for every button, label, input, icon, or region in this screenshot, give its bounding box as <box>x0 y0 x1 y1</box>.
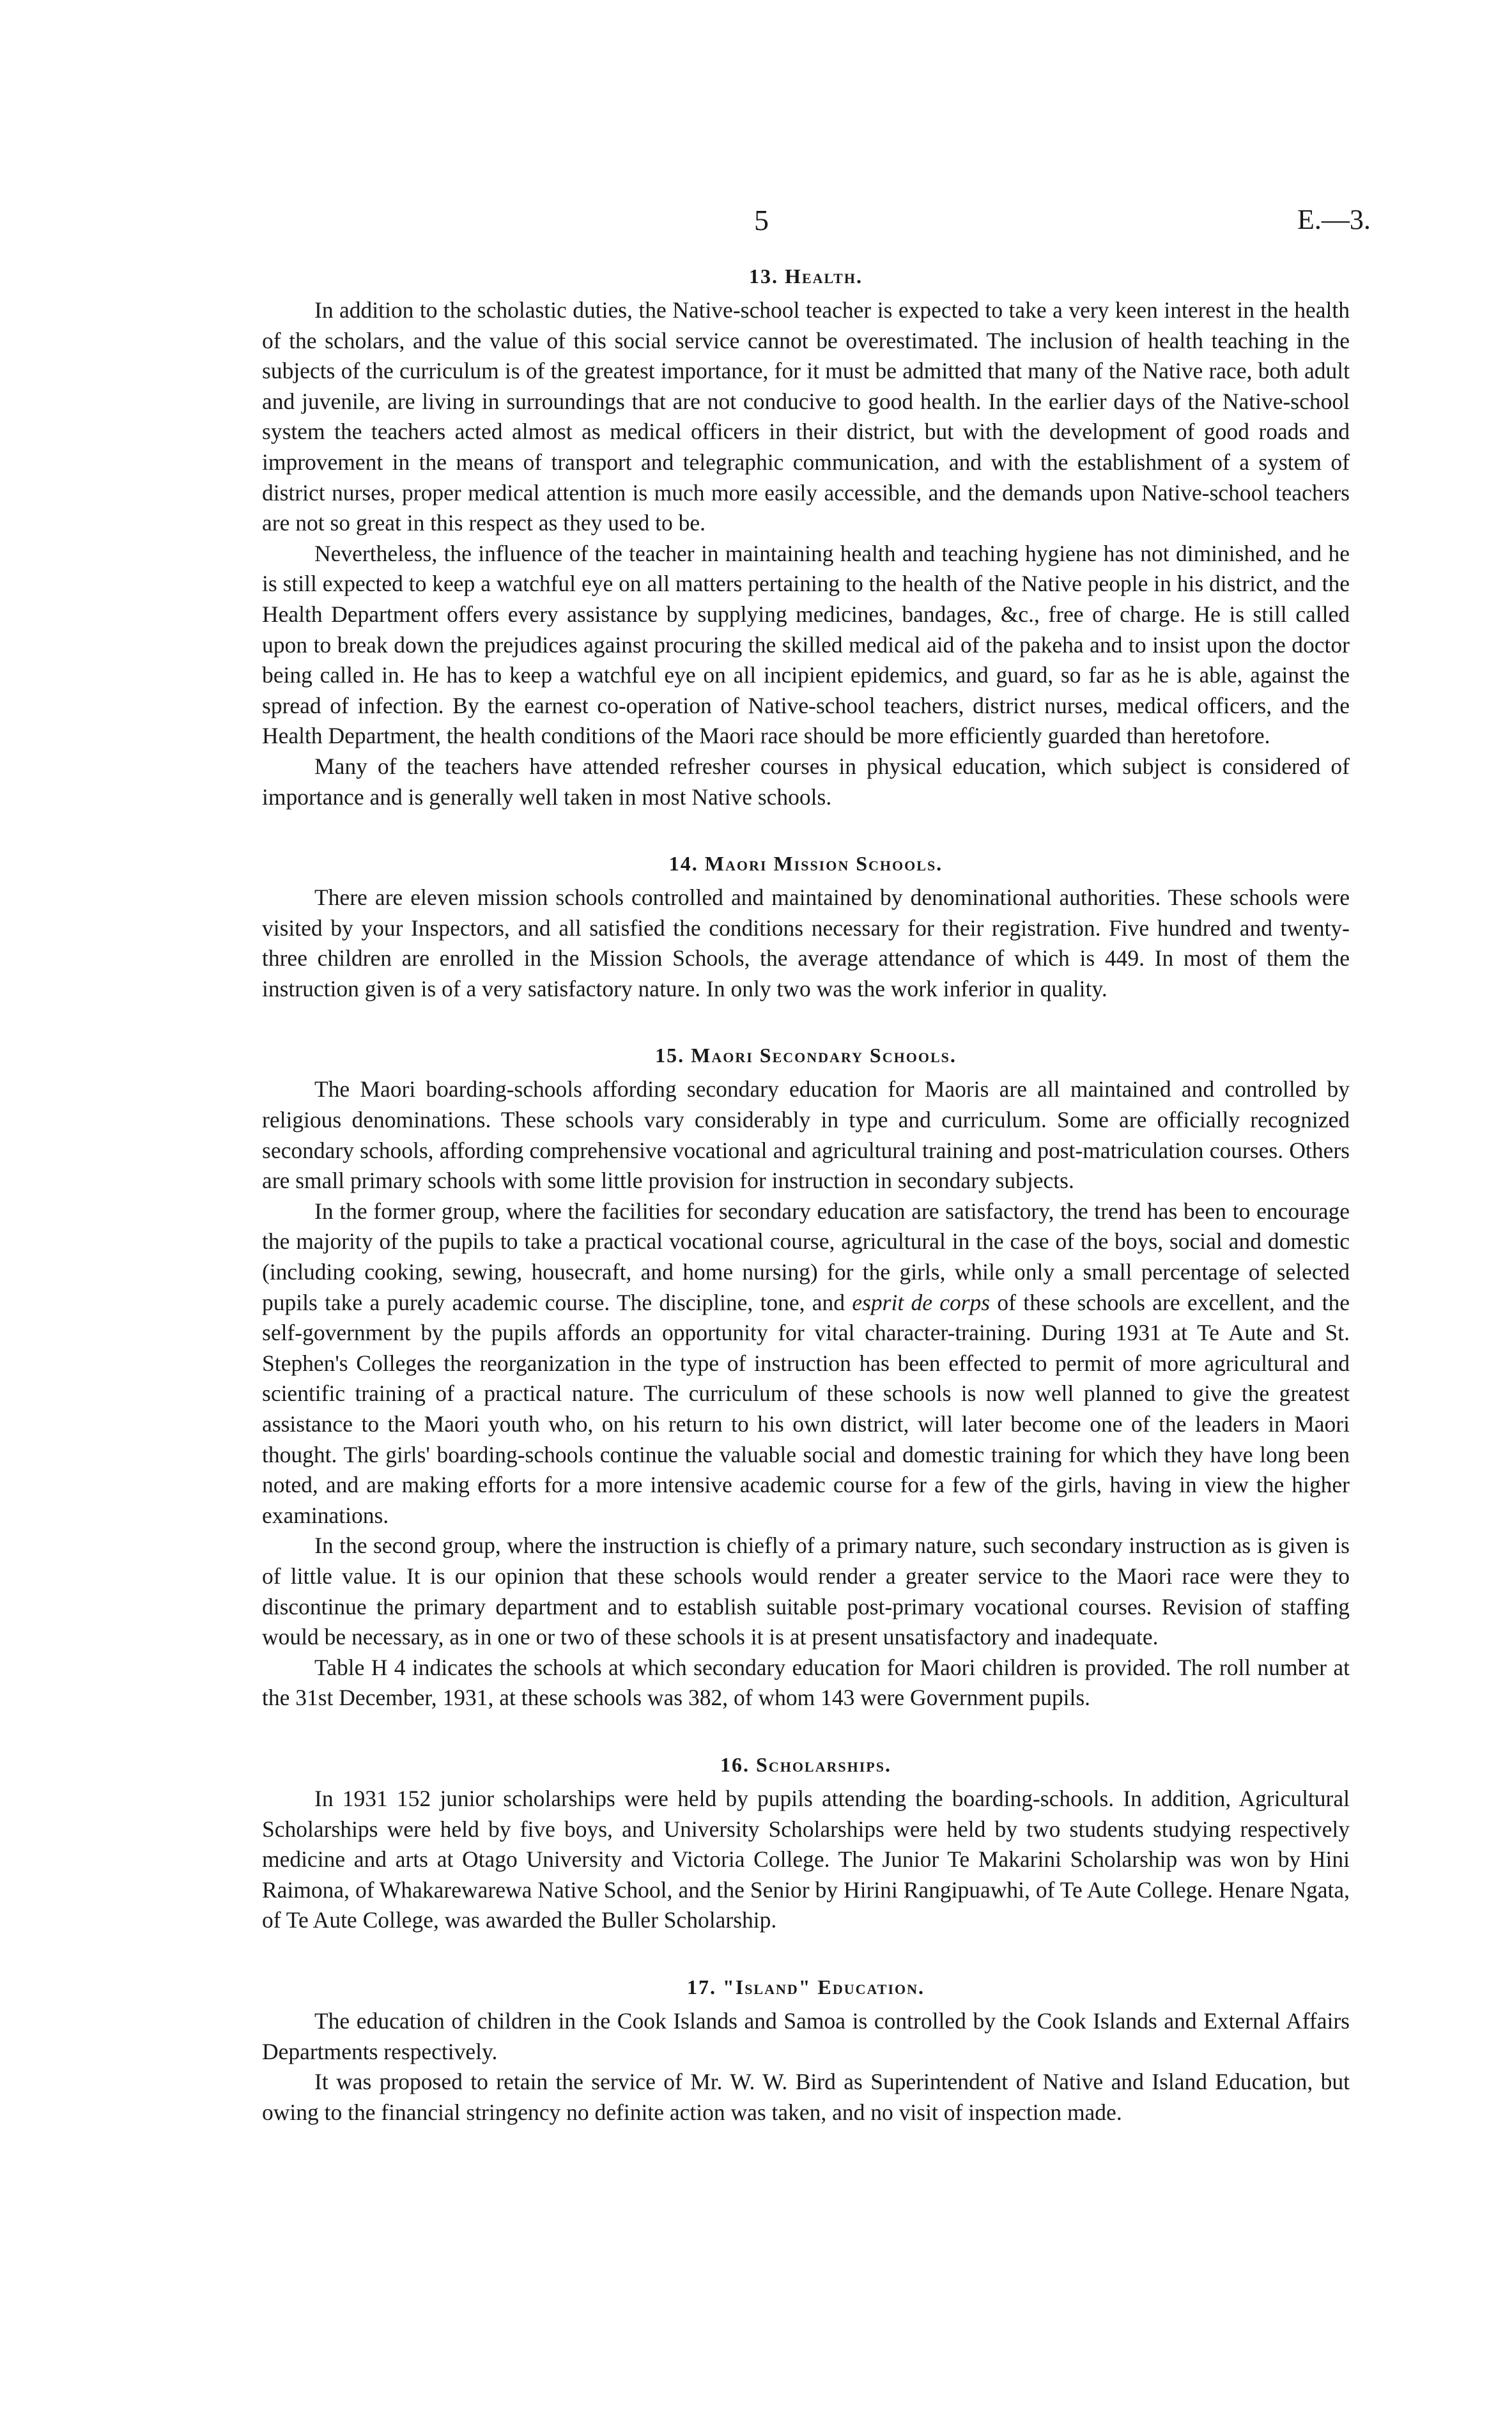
section-heading: 17. "Island" Education. <box>686 1975 925 1999</box>
section-island-education <box>262 1973 1350 2128</box>
paragraph: Many of the teachers have attended refresher courses in physical education, which subject is considered of importance and is generally well taken in most Native schools. <box>262 753 1350 810</box>
section-secondary-schools <box>262 1041 1350 1713</box>
paragraph: The Maori boarding-schools affording secondary education for Maoris are all maintained and controlled by religious denominations. These schools vary considerably in type and curriculum. Some are officially recognized secondary schools, affording comprehensive vocational and agricultural training and post-matriculation courses. Others are small primary schools with some little provision for instruction in secondary subjects. <box>262 1076 1350 1194</box>
page-reference: E.—3. <box>1297 204 1371 235</box>
paragraph: There are eleven mission schools controlled and maintained by denominational authorities. These schools were visited by your Inspectors, and all satisfied the conditions necessary for their registration. Five hundred and twenty-three children are enrolled in the Mission Schools, the average attendance of which is 449. In most of them the instruction given is of a very satisfactory nature. In only two was the work inferior in quality. <box>262 885 1350 1001</box>
paragraph: It was proposed to retain the service of Mr. W. W. Bird as Superintendent of Native and Island Education, but owing to the financial stringency no definite action was taken, and no visit of inspection made. <box>262 2069 1350 2125</box>
section-scholarships <box>262 1751 1350 1936</box>
paragraph: The education of children in the Cook Islands and Samoa is controlled by the Cook Islands and External Affairs Departments respectively. <box>262 2007 1350 2064</box>
section-mission-schools <box>262 849 1350 1004</box>
paragraph: Nevertheless, the influence of the teacher in maintaining health and teaching hygiene has not diminished, and he is still expected to keep a watchful eye on all matters pertaining to the health of the Native people in his district, and the Health Department offers every assistance by supplying medicines, bandages, &c., free of charge. He is still called upon to break down the prejudices against procuring the skilled medical aid of the pakeha and to insist upon the doctor being called in. He has to keep a watchful eye on all incipient epidemics, and guard, so far as he is able, against the spread of infection. By the earnest co-operation of Native-school teachers, district nurses, medical officers, and the Health Department, the health conditions of the Maori race should be more efficiently guarded than heretofore. <box>262 540 1350 749</box>
paragraph: In the second group, where the instruction is chiefly of a primary nature, such secondary instruction as is given is of little value. It is our opinion that these schools would render a greater service to the Maori race were they to discontinue the primary department and to establish suitable post-primary vocational courses. Revision of staffing would be necessary, as in one or two of these schools it is at present unsatisfactory and inadequate. <box>262 1533 1350 1650</box>
paragraph: In addition to the scholastic duties, the Native-school teacher is expected to take a very keen interest in the health of the scholars, and the value of this social service cannot be overestimated. The inclusion of health teaching in the subjects of the curriculum is of the greatest importance, for it must be admitted that many of the Native race, both adult and juvenile, are living in surroundings that are not conducive to good health. In the earlier days of the Native-school system the teachers acted almost as medical officers in their district, but with the development of good roads and improvement in the means of transport and telegraphic communication, and with the establishment of a system of district nurses, proper medical attention is much more easily accessible, and the demands upon Native-school teachers are not so great in this respect as they used to be. <box>262 297 1350 536</box>
page-body <box>262 262 1350 2128</box>
page-number: 5 <box>754 204 769 236</box>
section-health <box>262 262 1350 812</box>
paragraph: In 1931 152 junior scholarships were held by pupils attending the boarding-schools. In addition, Agricultural Scholarships were held by five boys, and University Scholarships were held by two students studying respectively medicine and arts at Otago University and Victoria College. The Junior Te Makarini Scholarship was won by Hini Raimona, of Whakarewarewa Native School, and the Senior by Hirini Rangipuawhi, of Te Aute College. Henare Ngata, of Te Aute College, was awarded the Buller Scholarship. <box>262 1785 1350 1933</box>
section-heading: 13. Health. <box>749 265 863 288</box>
italic-phrase: esprit de corps <box>852 1289 991 1315</box>
paragraph: Table H 4 indicates the schools at which secondary education for Maori children is provided. The roll number at the 31st December, 1931, at these schools was 382, of whom 143 were Government pupils. <box>262 1654 1350 1711</box>
paragraph: In the former group, where the facilities for secondary education are satisfactory, the trend has been to encourage the majority of the pupils to take a practical vocational course, agricultural in the case of the boys, social and domestic (including cooking, sewing, housecraft, and home nursing) for the girls, while only a small percentage of selected pupils take a purely academic course. The discipline, tone, and esprit de corps of these schools are excellent, and the self-government by the pupils affords an opportunity for vital character-training. During 1931 at Te Aute and St. Stephen's Colleges the reorganization in the type of instruction has been effected to permit of more agricultural and scientific training of a practical nature. The curriculum of these schools is now well planned to give the greatest assistance to the Maori youth who, on his return to his own district, will later become one of the leaders in Maori thought. The girls' boarding-schools continue the valuable social and domestic training for which they have long been noted, and are making efforts for a more intensive academic course for a few of the girls, having in view the higher examinations. <box>262 1198 1350 1528</box>
section-heading: 14. Maori Mission Schools. <box>668 852 943 876</box>
section-heading: 15. Maori Secondary Schools. <box>655 1044 957 1067</box>
section-heading: 16. Scholarships. <box>720 1752 891 1776</box>
